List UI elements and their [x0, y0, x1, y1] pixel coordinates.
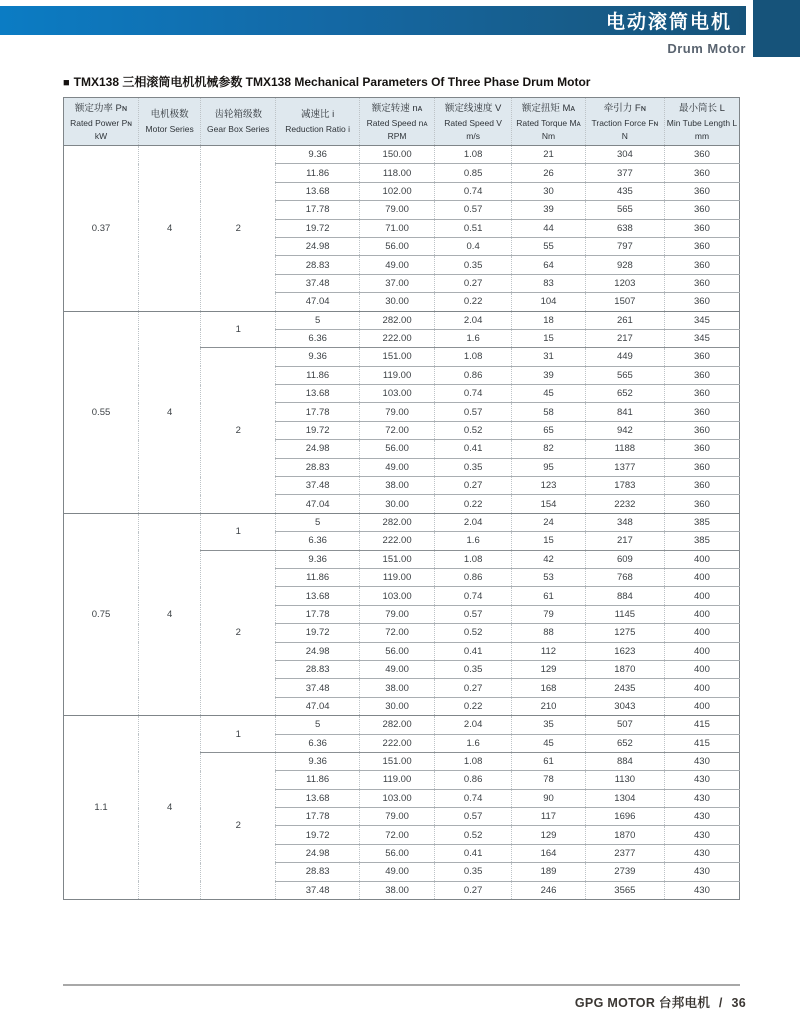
- torque-cell: 45: [512, 385, 586, 403]
- tube-length-cell: 360: [664, 293, 739, 311]
- torque-cell: 30: [512, 182, 586, 200]
- traction-force-cell: 3565: [585, 881, 664, 899]
- traction-force-cell: 1203: [585, 274, 664, 292]
- tube-length-cell: 430: [664, 752, 739, 770]
- table-row: [64, 146, 740, 164]
- linear-speed-cell: 0.41: [435, 642, 512, 660]
- reduction-ratio-cell: 47.04: [276, 495, 360, 513]
- gearbox-stages-cell: 2: [201, 752, 276, 899]
- rated-speed-cell: 30.00: [360, 697, 435, 715]
- traction-force-cell: 435: [585, 182, 664, 200]
- parameters-table: [63, 97, 740, 900]
- reduction-ratio-cell: 37.48: [276, 477, 360, 495]
- column-header-5: 额定线速度 V Rated Speed V m/s: [435, 98, 512, 146]
- column-header-6: 额定扭矩 Mᴀ Rated Torque Mᴀ Nm: [512, 98, 586, 146]
- rated-power-cell: 0.55: [64, 311, 139, 513]
- table-row: [64, 716, 740, 734]
- linear-speed-cell: 0.35: [435, 458, 512, 476]
- motor-series-cell: 4: [139, 146, 201, 312]
- traction-force-cell: 1304: [585, 789, 664, 807]
- reduction-ratio-cell: 6.36: [276, 532, 360, 550]
- linear-speed-cell: 0.74: [435, 182, 512, 200]
- tube-length-cell: 415: [664, 716, 739, 734]
- reduction-ratio-cell: 13.68: [276, 182, 360, 200]
- rated-speed-cell: 56.00: [360, 237, 435, 255]
- rated-speed-cell: 151.00: [360, 348, 435, 366]
- torque-cell: 45: [512, 734, 586, 752]
- traction-force-cell: 884: [585, 752, 664, 770]
- torque-cell: 61: [512, 752, 586, 770]
- tube-length-cell: 360: [664, 385, 739, 403]
- tube-length-cell: 400: [664, 550, 739, 568]
- traction-force-cell: 1377: [585, 458, 664, 476]
- torque-cell: 83: [512, 274, 586, 292]
- gearbox-stages-cell: 2: [201, 550, 276, 716]
- reduction-ratio-cell: 9.36: [276, 348, 360, 366]
- tube-length-cell: 400: [664, 587, 739, 605]
- traction-force-cell: 2435: [585, 679, 664, 697]
- traction-force-cell: 1188: [585, 440, 664, 458]
- tube-length-cell: 360: [664, 201, 739, 219]
- torque-cell: 65: [512, 421, 586, 439]
- linear-speed-cell: 0.74: [435, 385, 512, 403]
- linear-speed-cell: 0.52: [435, 826, 512, 844]
- reduction-ratio-cell: 17.78: [276, 808, 360, 826]
- reduction-ratio-cell: 28.83: [276, 863, 360, 881]
- tube-length-cell: 400: [664, 624, 739, 642]
- motor-series-cell: 4: [139, 513, 201, 715]
- linear-speed-cell: 0.86: [435, 771, 512, 789]
- linear-speed-cell: 2.04: [435, 311, 512, 329]
- rated-speed-cell: 103.00: [360, 587, 435, 605]
- traction-force-cell: 348: [585, 513, 664, 531]
- reduction-ratio-cell: 47.04: [276, 697, 360, 715]
- tube-length-cell: 430: [664, 863, 739, 881]
- tube-length-cell: 360: [664, 421, 739, 439]
- reduction-ratio-cell: 6.36: [276, 329, 360, 347]
- rated-speed-cell: 282.00: [360, 311, 435, 329]
- linear-speed-cell: 0.52: [435, 624, 512, 642]
- column-header-3: 减速比 i Reduction Ratio i: [276, 98, 360, 146]
- square-bullet-icon: ■: [63, 77, 70, 89]
- tube-length-cell: 360: [664, 219, 739, 237]
- page-subtitle: Drum Motor: [667, 41, 746, 56]
- linear-speed-cell: 0.41: [435, 844, 512, 862]
- tube-length-cell: 400: [664, 697, 739, 715]
- traction-force-cell: 565: [585, 366, 664, 384]
- traction-force-cell: 377: [585, 164, 664, 182]
- section-title: [63, 73, 753, 90]
- linear-speed-cell: 0.27: [435, 881, 512, 899]
- gearbox-stages-cell: 2: [201, 146, 276, 312]
- reduction-ratio-cell: 19.72: [276, 421, 360, 439]
- rated-speed-cell: 151.00: [360, 752, 435, 770]
- traction-force-cell: 942: [585, 421, 664, 439]
- tube-length-cell: 360: [664, 366, 739, 384]
- rated-power-cell: 1.1: [64, 716, 139, 900]
- linear-speed-cell: 1.08: [435, 348, 512, 366]
- tube-length-cell: 400: [664, 679, 739, 697]
- gearbox-stages-cell: 1: [201, 513, 276, 550]
- tube-length-cell: 430: [664, 808, 739, 826]
- linear-speed-cell: 0.27: [435, 274, 512, 292]
- linear-speed-cell: 0.41: [435, 440, 512, 458]
- rated-speed-cell: 79.00: [360, 808, 435, 826]
- linear-speed-cell: 1.6: [435, 329, 512, 347]
- rated-speed-cell: 222.00: [360, 734, 435, 752]
- reduction-ratio-cell: 5: [276, 311, 360, 329]
- banner-title: 电动滚筒电机: [605, 12, 732, 33]
- linear-speed-cell: 0.85: [435, 164, 512, 182]
- torque-cell: 82: [512, 440, 586, 458]
- tube-length-cell: 360: [664, 274, 739, 292]
- rated-speed-cell: 56.00: [360, 844, 435, 862]
- traction-force-cell: 2377: [585, 844, 664, 862]
- traction-force-cell: 449: [585, 348, 664, 366]
- torque-cell: 26: [512, 164, 586, 182]
- tube-length-cell: 360: [664, 256, 739, 274]
- rated-speed-cell: 151.00: [360, 550, 435, 568]
- linear-speed-cell: 0.57: [435, 808, 512, 826]
- torque-cell: 35: [512, 716, 586, 734]
- torque-cell: 154: [512, 495, 586, 513]
- tube-length-cell: 345: [664, 311, 739, 329]
- reduction-ratio-cell: 11.86: [276, 164, 360, 182]
- linear-speed-cell: 0.22: [435, 697, 512, 715]
- tube-length-cell: 430: [664, 826, 739, 844]
- torque-cell: 39: [512, 366, 586, 384]
- rated-speed-cell: 79.00: [360, 201, 435, 219]
- traction-force-cell: 652: [585, 385, 664, 403]
- table-row: [64, 311, 740, 329]
- traction-force-cell: 1275: [585, 624, 664, 642]
- torque-cell: 21: [512, 146, 586, 164]
- reduction-ratio-cell: 11.86: [276, 771, 360, 789]
- rated-speed-cell: 56.00: [360, 642, 435, 660]
- rated-speed-cell: 30.00: [360, 293, 435, 311]
- torque-cell: 129: [512, 660, 586, 678]
- tube-length-cell: 360: [664, 495, 739, 513]
- linear-speed-cell: 1.08: [435, 550, 512, 568]
- rated-speed-cell: 79.00: [360, 605, 435, 623]
- motor-series-cell: 4: [139, 311, 201, 513]
- reduction-ratio-cell: 9.36: [276, 146, 360, 164]
- traction-force-cell: 1507: [585, 293, 664, 311]
- traction-force-cell: 768: [585, 568, 664, 586]
- tube-length-cell: 360: [664, 348, 739, 366]
- tube-length-cell: 345: [664, 329, 739, 347]
- linear-speed-cell: 1.08: [435, 752, 512, 770]
- rated-speed-cell: 30.00: [360, 495, 435, 513]
- rated-speed-cell: 282.00: [360, 513, 435, 531]
- reduction-ratio-cell: 5: [276, 513, 360, 531]
- linear-speed-cell: 0.74: [435, 789, 512, 807]
- column-header-1: 电机极数 Motor Series: [139, 98, 201, 146]
- reduction-ratio-cell: 9.36: [276, 752, 360, 770]
- torque-cell: 168: [512, 679, 586, 697]
- traction-force-cell: 1145: [585, 605, 664, 623]
- rated-speed-cell: 119.00: [360, 366, 435, 384]
- reduction-ratio-cell: 13.68: [276, 385, 360, 403]
- footer-divider: [63, 984, 740, 986]
- rated-speed-cell: 102.00: [360, 182, 435, 200]
- rated-speed-cell: 222.00: [360, 329, 435, 347]
- torque-cell: 210: [512, 697, 586, 715]
- banner-accent-block: [753, 0, 800, 57]
- traction-force-cell: 797: [585, 237, 664, 255]
- torque-cell: 90: [512, 789, 586, 807]
- traction-force-cell: 3043: [585, 697, 664, 715]
- column-header-7: 牵引力 Fɴ Traction Force Fɴ N: [585, 98, 664, 146]
- traction-force-cell: 1130: [585, 771, 664, 789]
- footer-page-number: 36: [731, 996, 746, 1010]
- rated-speed-cell: 37.00: [360, 274, 435, 292]
- reduction-ratio-cell: 47.04: [276, 293, 360, 311]
- linear-speed-cell: 0.51: [435, 219, 512, 237]
- column-header-4: 额定转速 nᴀ Rated Speed nᴀ RPM: [360, 98, 435, 146]
- traction-force-cell: 304: [585, 146, 664, 164]
- column-header-8: 最小筒长 L Min Tube Length L mm: [664, 98, 739, 146]
- reduction-ratio-cell: 5: [276, 716, 360, 734]
- rated-speed-cell: 38.00: [360, 881, 435, 899]
- tube-length-cell: 430: [664, 844, 739, 862]
- torque-cell: 95: [512, 458, 586, 476]
- tube-length-cell: 360: [664, 237, 739, 255]
- linear-speed-cell: 0.27: [435, 679, 512, 697]
- rated-speed-cell: 72.00: [360, 826, 435, 844]
- torque-cell: 53: [512, 568, 586, 586]
- rated-speed-cell: 72.00: [360, 421, 435, 439]
- page-footer: [575, 993, 746, 1011]
- torque-cell: 64: [512, 256, 586, 274]
- torque-cell: 88: [512, 624, 586, 642]
- linear-speed-cell: 0.57: [435, 201, 512, 219]
- rated-speed-cell: 103.00: [360, 789, 435, 807]
- rated-speed-cell: 71.00: [360, 219, 435, 237]
- rated-speed-cell: 103.00: [360, 385, 435, 403]
- tube-length-cell: 360: [664, 440, 739, 458]
- table-header: [64, 98, 740, 146]
- rated-speed-cell: 49.00: [360, 863, 435, 881]
- column-header-0: 额定功率 Pɴ Rated Power Pɴ kW: [64, 98, 139, 146]
- traction-force-cell: 652: [585, 734, 664, 752]
- torque-cell: 112: [512, 642, 586, 660]
- gearbox-stages-cell: 1: [201, 716, 276, 753]
- torque-cell: 18: [512, 311, 586, 329]
- reduction-ratio-cell: 13.68: [276, 789, 360, 807]
- linear-speed-cell: 0.57: [435, 605, 512, 623]
- linear-speed-cell: 0.52: [435, 421, 512, 439]
- rated-speed-cell: 119.00: [360, 568, 435, 586]
- reduction-ratio-cell: 17.78: [276, 605, 360, 623]
- linear-speed-cell: 0.35: [435, 256, 512, 274]
- rated-speed-cell: 38.00: [360, 679, 435, 697]
- traction-force-cell: 1696: [585, 808, 664, 826]
- torque-cell: 15: [512, 532, 586, 550]
- rated-speed-cell: 150.00: [360, 146, 435, 164]
- rated-speed-cell: 49.00: [360, 458, 435, 476]
- traction-force-cell: 928: [585, 256, 664, 274]
- traction-force-cell: 2739: [585, 863, 664, 881]
- rated-power-cell: 0.37: [64, 146, 139, 312]
- tube-length-cell: 430: [664, 771, 739, 789]
- tube-length-cell: 430: [664, 789, 739, 807]
- traction-force-cell: 261: [585, 311, 664, 329]
- tube-length-cell: 385: [664, 513, 739, 531]
- tube-length-cell: 360: [664, 403, 739, 421]
- torque-cell: 123: [512, 477, 586, 495]
- torque-cell: 79: [512, 605, 586, 623]
- tube-length-cell: 360: [664, 458, 739, 476]
- reduction-ratio-cell: 6.36: [276, 734, 360, 752]
- rated-speed-cell: 282.00: [360, 716, 435, 734]
- page-banner: [0, 6, 746, 35]
- torque-cell: 31: [512, 348, 586, 366]
- motor-series-cell: 4: [139, 716, 201, 900]
- linear-speed-cell: 1.6: [435, 532, 512, 550]
- traction-force-cell: 1870: [585, 826, 664, 844]
- linear-speed-cell: 0.27: [435, 477, 512, 495]
- reduction-ratio-cell: 19.72: [276, 826, 360, 844]
- table-body: [64, 146, 740, 900]
- linear-speed-cell: 2.04: [435, 716, 512, 734]
- linear-speed-cell: 0.35: [435, 660, 512, 678]
- tube-length-cell: 430: [664, 881, 739, 899]
- traction-force-cell: 2232: [585, 495, 664, 513]
- torque-cell: 39: [512, 201, 586, 219]
- reduction-ratio-cell: 24.98: [276, 237, 360, 255]
- reduction-ratio-cell: 24.98: [276, 844, 360, 862]
- tube-length-cell: 385: [664, 532, 739, 550]
- tube-length-cell: 360: [664, 146, 739, 164]
- torque-cell: 164: [512, 844, 586, 862]
- reduction-ratio-cell: 24.98: [276, 642, 360, 660]
- reduction-ratio-cell: 17.78: [276, 403, 360, 421]
- reduction-ratio-cell: 37.48: [276, 881, 360, 899]
- torque-cell: 61: [512, 587, 586, 605]
- rated-speed-cell: 222.00: [360, 532, 435, 550]
- rated-speed-cell: 49.00: [360, 660, 435, 678]
- reduction-ratio-cell: 13.68: [276, 587, 360, 605]
- tube-length-cell: 400: [664, 605, 739, 623]
- rated-speed-cell: 79.00: [360, 403, 435, 421]
- tube-length-cell: 400: [664, 568, 739, 586]
- reduction-ratio-cell: 11.86: [276, 568, 360, 586]
- footer-separator: /: [718, 996, 723, 1010]
- tube-length-cell: 400: [664, 660, 739, 678]
- torque-cell: 78: [512, 771, 586, 789]
- linear-speed-cell: 0.22: [435, 495, 512, 513]
- torque-cell: 44: [512, 219, 586, 237]
- linear-speed-cell: 0.57: [435, 403, 512, 421]
- traction-force-cell: 884: [585, 587, 664, 605]
- traction-force-cell: 841: [585, 403, 664, 421]
- rated-speed-cell: 72.00: [360, 624, 435, 642]
- reduction-ratio-cell: 24.98: [276, 440, 360, 458]
- reduction-ratio-cell: 28.83: [276, 256, 360, 274]
- reduction-ratio-cell: 28.83: [276, 660, 360, 678]
- torque-cell: 55: [512, 237, 586, 255]
- rated-speed-cell: 49.00: [360, 256, 435, 274]
- linear-speed-cell: 0.22: [435, 293, 512, 311]
- gearbox-stages-cell: 1: [201, 311, 276, 348]
- torque-cell: 117: [512, 808, 586, 826]
- rated-speed-cell: 119.00: [360, 771, 435, 789]
- tube-length-cell: 360: [664, 164, 739, 182]
- traction-force-cell: 1870: [585, 660, 664, 678]
- traction-force-cell: 609: [585, 550, 664, 568]
- tube-length-cell: 360: [664, 182, 739, 200]
- tube-length-cell: 360: [664, 477, 739, 495]
- reduction-ratio-cell: 28.83: [276, 458, 360, 476]
- column-header-2: 齿轮箱级数 Gear Box Series: [201, 98, 276, 146]
- torque-cell: 42: [512, 550, 586, 568]
- tube-length-cell: 415: [664, 734, 739, 752]
- gearbox-stages-cell: 2: [201, 348, 276, 514]
- rated-speed-cell: 38.00: [360, 477, 435, 495]
- linear-speed-cell: 0.74: [435, 587, 512, 605]
- reduction-ratio-cell: 19.72: [276, 624, 360, 642]
- reduction-ratio-cell: 11.86: [276, 366, 360, 384]
- traction-force-cell: 507: [585, 716, 664, 734]
- rated-speed-cell: 118.00: [360, 164, 435, 182]
- traction-force-cell: 638: [585, 219, 664, 237]
- footer-brand: GPG MOTOR 台邦电机: [574, 996, 711, 1010]
- linear-speed-cell: 0.4: [435, 237, 512, 255]
- linear-speed-cell: 1.6: [435, 734, 512, 752]
- section-title-text: TMX138 三相滚筒电机机械参数 TMX138 Mechanical Parameters Of Three Phase Drum Motor: [73, 75, 591, 89]
- traction-force-cell: 217: [585, 532, 664, 550]
- reduction-ratio-cell: 9.36: [276, 550, 360, 568]
- traction-force-cell: 217: [585, 329, 664, 347]
- torque-cell: 15: [512, 329, 586, 347]
- reduction-ratio-cell: 17.78: [276, 201, 360, 219]
- linear-speed-cell: 0.86: [435, 366, 512, 384]
- reduction-ratio-cell: 37.48: [276, 679, 360, 697]
- torque-cell: 24: [512, 513, 586, 531]
- torque-cell: 104: [512, 293, 586, 311]
- header-row: [64, 98, 740, 146]
- torque-cell: 129: [512, 826, 586, 844]
- linear-speed-cell: 1.08: [435, 146, 512, 164]
- table-row: [64, 513, 740, 531]
- traction-force-cell: 1623: [585, 642, 664, 660]
- linear-speed-cell: 0.86: [435, 568, 512, 586]
- traction-force-cell: 565: [585, 201, 664, 219]
- traction-force-cell: 1783: [585, 477, 664, 495]
- torque-cell: 58: [512, 403, 586, 421]
- tube-length-cell: 400: [664, 642, 739, 660]
- linear-speed-cell: 0.35: [435, 863, 512, 881]
- linear-speed-cell: 2.04: [435, 513, 512, 531]
- rated-speed-cell: 56.00: [360, 440, 435, 458]
- reduction-ratio-cell: 19.72: [276, 219, 360, 237]
- torque-cell: 246: [512, 881, 586, 899]
- rated-power-cell: 0.75: [64, 513, 139, 715]
- torque-cell: 189: [512, 863, 586, 881]
- reduction-ratio-cell: 37.48: [276, 274, 360, 292]
